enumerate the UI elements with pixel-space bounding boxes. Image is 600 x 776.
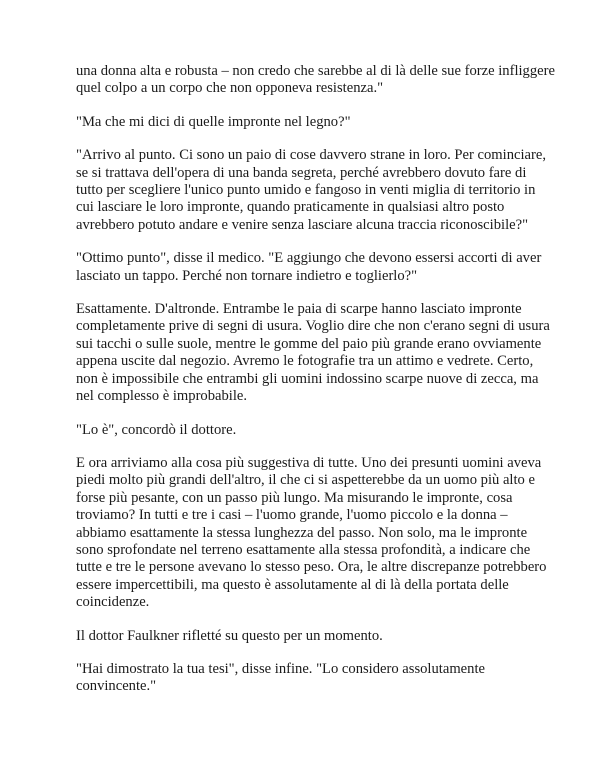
paragraph-5: Esattamente. D'altronde. Entrambe le paia di scarpe hanno lasciato impronte completamente prive di segni di usura. Voglio dire che non c'erano segni di usura sui tacchi o sulle suole, mentre le gomme del paio più grande erano ovviamente appena uscite dal negozio. Avremo le fotografie tra un attimo e vedrete. Certo, non è impossibile che entrambi gli uomini indossino scarpe nuove di zecca, ma nel complesso è improbabile. [76,301,550,405]
paragraph-8: Il dottor Faulkner rifletté su questo per un momento. [76,627,383,644]
paragraph-4: "Ottimo punto", disse il medico. "E aggiungo che devono essersi accorti di aver lasciato un tappo. Perché non tornare indietro e toglierlo?" [76,250,542,284]
paragraph-2: "Ma che mi dici di quelle impronte nel legno?" [76,113,351,130]
paragraph-9: "Hai dimostrato la tua tesi", disse infine. "Lo considero assolutamente convincente." [76,660,485,695]
paragraph-7: E ora arriviamo alla cosa più suggestiva di tutte. Uno dei presunti uomini aveva piedi molto più grandi dell'altro, il che ci si aspetterebbe da un uomo più alto e forse più pesante, con un passo più lungo. Ma misurando le impronte, cosa troviamo? In tutti e tre i casi – l'uomo grande, l'uomo piccolo e la donna – abbiamo esattamente la stessa lunghezza del passo. Non solo, ma le impronte sono sprofondate nel terreno esattamente alla stessa profondità, a indicare che tutte e tre le persone avevano lo stesso peso. Ora, le altre discrepanze potrebbero essere impercettibili, ma questo è assolutamente al di là della portata delle coincidenze. [76,454,547,611]
document-page [76,63,556,712]
paragraph-3: "Arrivo al punto. Ci sono un paio di cose davvero strane in loro. Per cominciare, se si trattava dell'opera di una banda segreta, perché avrebbero dovuto fare di tutto per scegliere l'unico punto umido e fangoso in venti miglia di territorio in cui lasciare le loro impronte, quando praticamente in qualsiasi altro posto avrebbero potuto andare e venire senza lasciare alcuna traccia riconoscibile?" [76,147,547,233]
paragraph-6: "Lo è", concordò il dottore. [76,421,237,438]
paragraph-1: una donna alta e robusta – non credo che sarebbe al di là delle sue forze infliggere quel colpo a un corpo che non opponeva resistenza." [76,63,555,97]
